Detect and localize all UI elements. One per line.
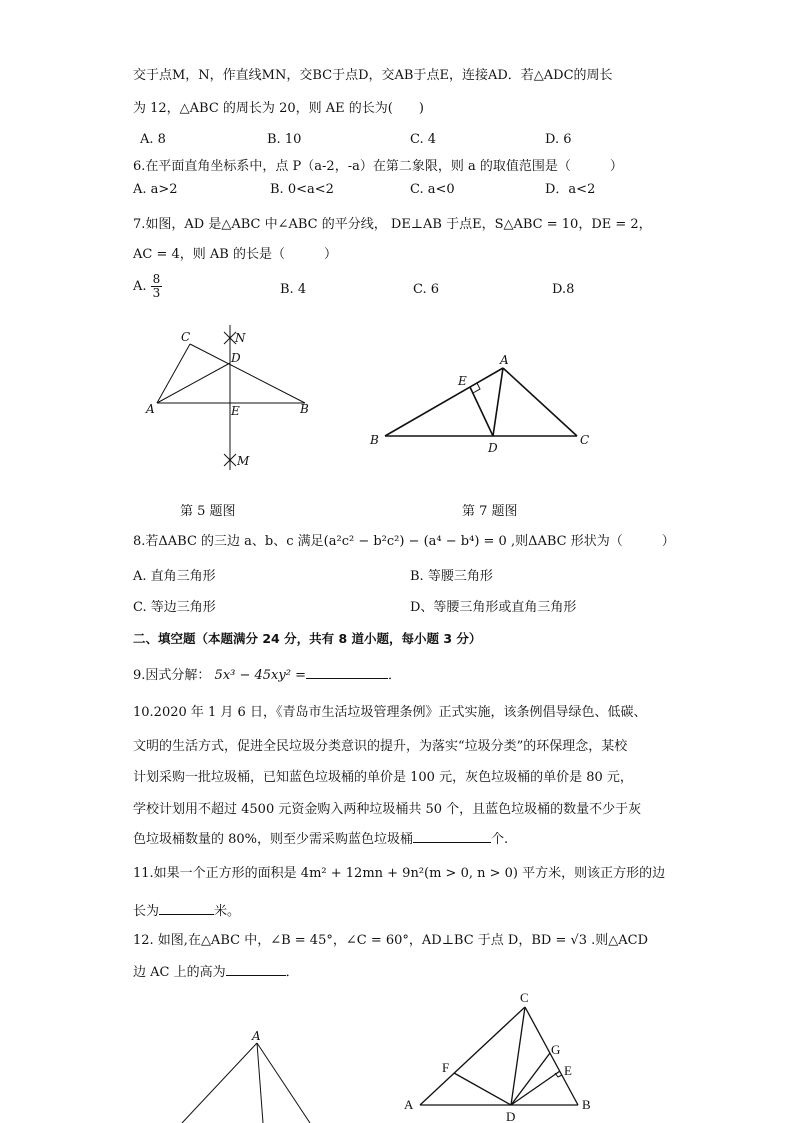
fig5-label-a: A <box>146 402 155 416</box>
q12-line2-text: 边 AC 上的高为 <box>133 965 226 980</box>
fig7-label-e: E <box>458 374 467 388</box>
q6-option-a: A. a>2 <box>133 182 178 197</box>
q9-expression: 5x³ − 45xy² = <box>214 668 306 683</box>
q8-option-d: D、等腰三角形或直角三角形 <box>410 600 577 615</box>
q6-option-b: B. 0<a<2 <box>270 182 334 197</box>
q5-option-d: D. 6 <box>545 132 572 147</box>
q10-line5-text: 色垃圾桶数量的 80%，则至少需采购蓝色垃圾桶 <box>133 832 414 847</box>
q6-text: 6.在平面直角坐标系中，点 P（a-2，-a）在第二象限，则 a 的取值范围是（ ） <box>133 159 623 174</box>
q5-line1: 交于点M，N，作直线MN，交BC于点D，交AB于点E，连接AD．若△ADC的周长 <box>133 68 613 83</box>
figure-12 <box>170 1025 330 1123</box>
q5-line2: 为 12，△ABC 的周长为 20，则 AE 的长为( ) <box>133 101 424 116</box>
q12-line2-suffix: ． <box>285 965 299 980</box>
q7-option-a <box>133 273 162 300</box>
q9-suffix: ． <box>387 668 401 683</box>
q6-option-c: C. a<0 <box>410 182 455 197</box>
fig-right-label-e: E <box>564 1063 572 1078</box>
q7-option-b: B. 4 <box>280 282 307 297</box>
fig5-label-c: C <box>181 330 191 344</box>
q11-line2-text: 长为 <box>133 904 160 919</box>
fig-right-label-b: B <box>582 1097 591 1112</box>
fig5-label-e: E <box>231 404 240 418</box>
q9-line <box>133 666 401 685</box>
fig-right-label-d: D <box>506 1109 516 1123</box>
fig-right-label-c: C <box>520 990 529 1005</box>
fig7-label-c: C <box>580 433 590 447</box>
fig5-label-d: D <box>231 351 241 365</box>
q6-option-d: D．a<2 <box>545 182 596 197</box>
q10-line2: 文明的生活方式，促进全民垃圾分类意识的提升，为落实“垃圾分类”的环保理念，某校 <box>133 739 628 754</box>
fig5-label-b: B <box>300 402 309 416</box>
q11-line1: 11.如果一个正方形的面积是 4m² + 12mn + 9n²(m > 0, n > 0) 平方米，则该正方形的边 <box>133 866 666 881</box>
figure-7 <box>365 348 605 458</box>
fig-right-label-f: F <box>442 1060 450 1075</box>
q10-line5 <box>133 830 508 849</box>
figure-7-caption: 第 7 题图 <box>462 504 518 519</box>
fig12-label-a: A <box>252 1029 261 1043</box>
figure-5 <box>140 320 340 480</box>
fig5-label-m: M <box>237 454 250 468</box>
q11-line2-suffix: 米。 <box>214 904 241 919</box>
fig5-label-n: N <box>235 331 246 345</box>
q5-option-a: A. 8 <box>140 132 166 147</box>
q10-line3: 计划采购一批垃圾桶，已知蓝色垃圾桶的单价是 100 元，灰色垃圾桶的单价是 80 元， <box>133 770 633 785</box>
q8-option-c: C. 等边三角形 <box>133 600 216 615</box>
fig7-label-d: D <box>488 441 498 455</box>
q7-line2: AC = 4，则 AB 的长是（ ） <box>133 247 337 262</box>
q12-line2 <box>133 963 299 982</box>
fig-right-label-g: G <box>551 1042 561 1057</box>
fig7-label-a: A <box>500 353 509 367</box>
figure-right <box>398 985 608 1123</box>
q7-option-a-prefix: A. <box>133 279 147 294</box>
q10-line5-suffix: 个. <box>491 832 509 847</box>
q8-option-b: B. 等腰三角形 <box>410 569 493 584</box>
fig-right-label-a: A <box>404 1097 414 1112</box>
q7-option-a-fraction <box>151 273 163 300</box>
q11-line2 <box>133 902 240 921</box>
fig7-label-b: B <box>370 433 379 447</box>
q7-fraction-denominator: 3 <box>152 286 161 300</box>
q10-line1: 10.2020 年 1 月 6 日，《青岛市生活垃圾管理条例》正式实施，该条例倡导绿色、低碳、 <box>133 705 647 720</box>
q5-option-c: C. 4 <box>410 132 437 147</box>
figure-5-caption: 第 5 题图 <box>180 504 236 519</box>
q10-answer-blank[interactable] <box>413 830 491 843</box>
q7-option-d: D.8 <box>552 282 575 297</box>
q12-answer-blank[interactable] <box>226 963 286 976</box>
q5-option-b: B. 10 <box>267 132 302 147</box>
q11-answer-blank[interactable] <box>159 902 214 915</box>
q10-line4: 学校计划用不超过 4500 元资金购入两种垃圾桶共 50 个，且蓝色垃圾桶的数量不少于灰 <box>133 802 642 817</box>
q7-line1: 7.如图，AD 是△ABC 中∠ABC 的平分线， DE⊥AB 于点E，S△ABC = 10，DE = 2， <box>133 217 652 232</box>
section-2-heading: 二、填空题（本题满分 24 分，共有 8 道小题，每小题 3 分） <box>133 631 482 646</box>
q7-fraction-numerator: 8 <box>152 272 161 286</box>
q8-option-a: A. 直角三角形 <box>133 569 216 584</box>
q9-answer-blank[interactable] <box>306 666 388 679</box>
q9-prefix: 9.因式分解： <box>133 668 211 683</box>
q8-text: 8.若ΔABC 的三边 a、b、c 满足(a²c² − b²c²) − (a⁴ − b⁴) = 0 ,则ΔABC 形状为（ ） <box>133 534 675 549</box>
q12-line1: 12. 如图,在△ABC 中，∠B = 45°，∠C = 60°，AD⊥BC 于点 D，BD = √3 .则△ACD <box>133 933 649 948</box>
q7-option-c: C. 6 <box>413 282 440 297</box>
